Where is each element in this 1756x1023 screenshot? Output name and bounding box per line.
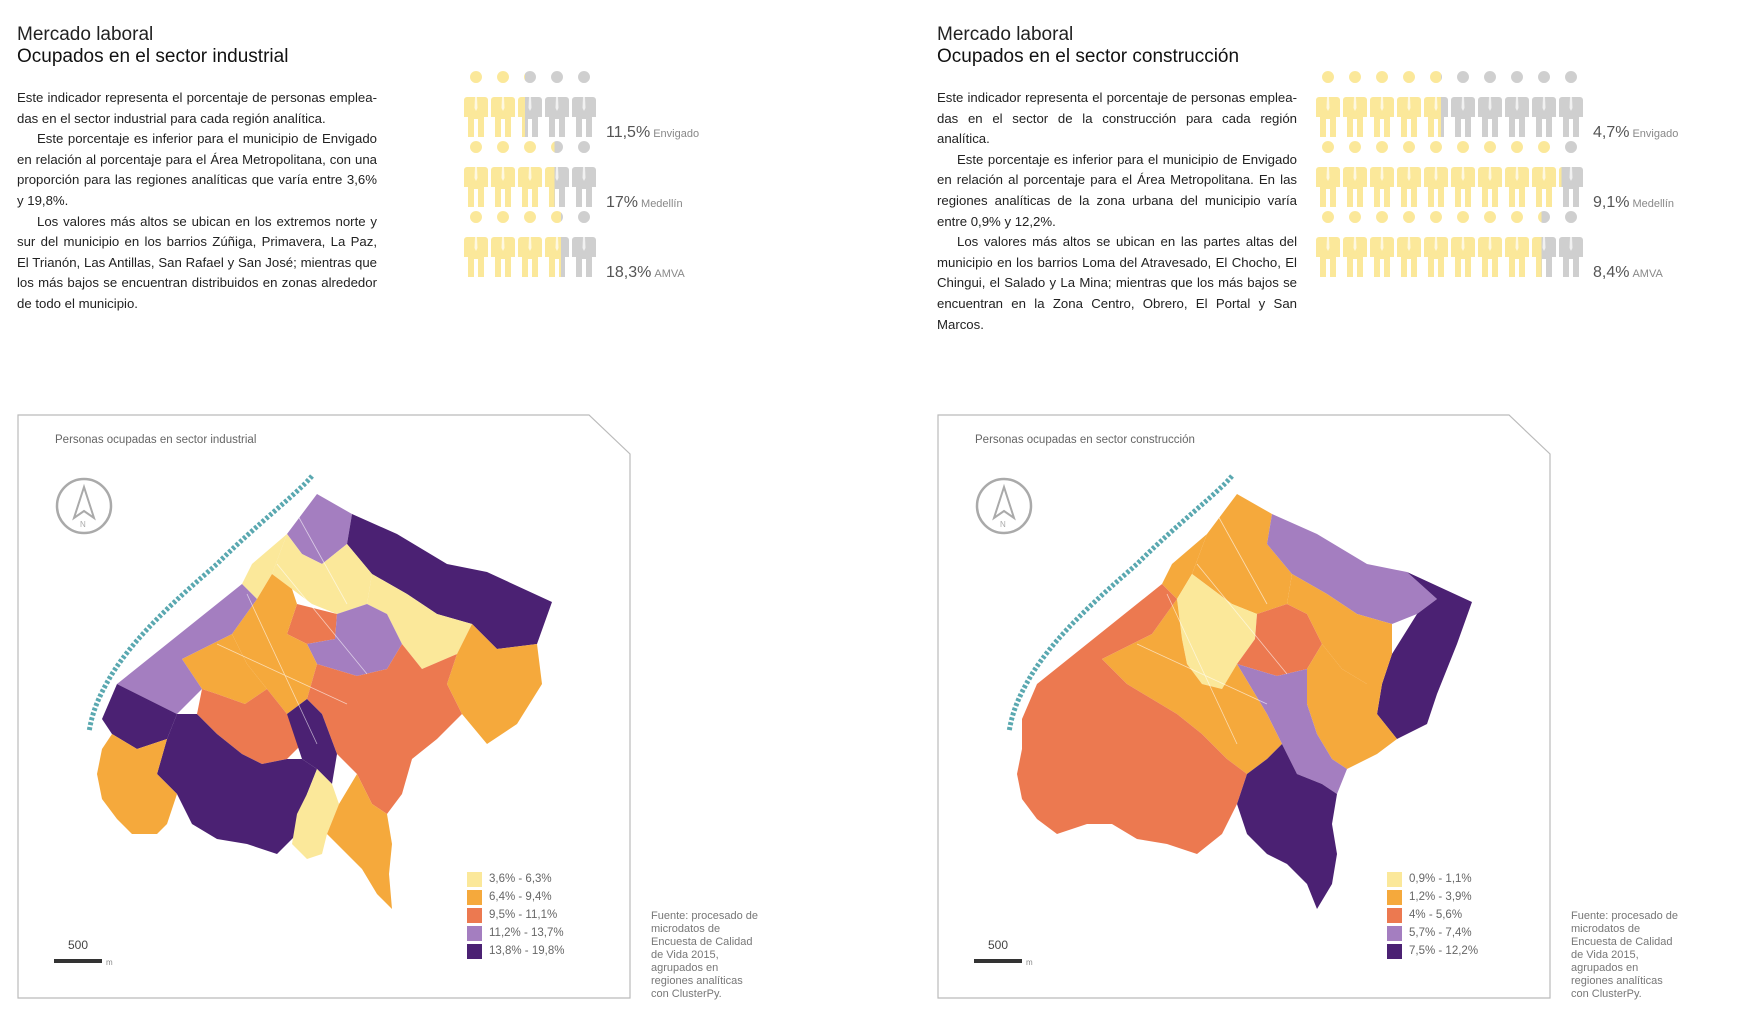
legend-item (1387, 924, 1478, 942)
source-note: Fuente: procesado de microdatos de Encuesta de Calidad de Vida 2015, agrupados en regiones analíticas con ClusterPy. (1571, 910, 1679, 1000)
indicator-value: 11,5% Envigado (606, 124, 700, 141)
person-icon (1423, 152, 1449, 208)
svg-text:N: N (80, 520, 86, 529)
indicator-row-medellin (463, 152, 683, 211)
indicator-value: 17% Medellín (606, 194, 683, 211)
person-icon (1342, 82, 1368, 138)
person-icon (1369, 222, 1395, 278)
person-icon (1396, 222, 1422, 278)
legend-item (467, 888, 564, 906)
section-supertitle: Mercado laboral (937, 24, 1074, 45)
person-icon (1369, 152, 1395, 208)
person-icons (1315, 82, 1585, 138)
person-icons (463, 152, 598, 208)
legend-swatch (467, 872, 482, 887)
person-icon (1504, 82, 1530, 138)
person-icon (463, 152, 489, 208)
person-icon (1477, 222, 1503, 278)
person-icons (463, 82, 598, 138)
legend-label: 13,8% - 19,8% (489, 945, 565, 957)
indicator-row-amva (463, 222, 685, 281)
person-icon (1450, 152, 1476, 208)
person-icon (1531, 222, 1557, 278)
paragraph: Este indicador representa el porcentaje de personas emplea-das en el sector industrial para cada región analítica. (17, 90, 377, 126)
legend-item (467, 906, 564, 924)
person-icon (1396, 82, 1422, 138)
legend-swatch (467, 926, 482, 941)
person-icon (490, 82, 516, 138)
person-icon (571, 82, 597, 138)
person-icons (1315, 152, 1585, 208)
person-icon (1558, 152, 1584, 208)
person-icons (463, 222, 598, 278)
person-icon (1369, 82, 1395, 138)
legend-label: 5,7% - 7,4% (1409, 927, 1472, 939)
indicator-value: 9,1% Medellín (1593, 194, 1675, 211)
person-icon (1477, 82, 1503, 138)
legend-swatch (1387, 926, 1402, 941)
person-icon (490, 222, 516, 278)
legend-item (467, 924, 564, 942)
legend-swatch (467, 908, 482, 923)
person-icon (544, 82, 570, 138)
paragraph: Los valores más altos se ubican en las partes altas del municipio en los barrios Loma del Atravesado, El Chocho, El Chingui, el Salado y La Mina; mientras que los más bajos se encuentran en la Zona Centro, Obrero, El Portal y San Marcos. (937, 234, 1297, 332)
person-icon (517, 82, 543, 138)
legend-item (467, 942, 564, 960)
legend-label: 7,5% - 12,2% (1409, 945, 1479, 957)
person-icons (1315, 222, 1585, 278)
person-icon (571, 222, 597, 278)
indicator-row-amva (1315, 222, 1663, 281)
legend-label: 0,9% - 1,1% (1409, 873, 1472, 885)
person-icon (1531, 82, 1557, 138)
indicator-value: 4,7% Envigado (1593, 124, 1679, 141)
person-icon (1342, 152, 1368, 208)
person-icon (1396, 152, 1422, 208)
source-note: Fuente: procesado de microdatos de Encuesta de Calidad de Vida 2015, agrupados en regiones analíticas con ClusterPy. (651, 910, 759, 1000)
legend-swatch (1387, 908, 1402, 923)
section-supertitle: Mercado laboral (17, 24, 154, 45)
legend-label: 6,4% - 9,4% (489, 891, 552, 903)
person-icon (1315, 152, 1341, 208)
scale-unit: m (1026, 958, 1033, 967)
scale-bar-line (974, 959, 1022, 963)
paragraph: Este porcentaje es inferior para el municipio de Envigado en relación al porcentaje para el Área Metropolitana. En las regiones analíticas de la zona urbana del municipio varía entre 0,9% y 12,2%. (937, 151, 1297, 229)
person-icon (1450, 222, 1476, 278)
person-icon (1477, 152, 1503, 208)
map-title: Personas ocupadas en sector construcción (975, 434, 1195, 446)
person-icon (1423, 222, 1449, 278)
scale-label: 500 (68, 938, 89, 952)
person-icon (1315, 82, 1341, 138)
description-text (17, 88, 377, 315)
scale-bar (54, 938, 113, 970)
person-icon (544, 152, 570, 208)
legend-swatch (1387, 944, 1402, 959)
person-icon (1531, 152, 1557, 208)
person-icon (1315, 222, 1341, 278)
person-icon (1342, 222, 1368, 278)
indicator-value: 18,3% AMVA (606, 264, 685, 281)
person-icon (1423, 82, 1449, 138)
scale-unit: m (106, 958, 113, 967)
legend-swatch (467, 890, 482, 905)
scale-bar (974, 938, 1033, 970)
person-icon (490, 152, 516, 208)
scale-bar-line (54, 959, 102, 963)
legend-item (467, 870, 564, 888)
person-icon (1558, 82, 1584, 138)
description-text (937, 88, 1297, 335)
legend-swatch (1387, 872, 1402, 887)
legend-label: 3,6% - 6,3% (489, 873, 552, 885)
legend-item (1387, 942, 1478, 960)
person-icon (1504, 222, 1530, 278)
paragraph: Este indicador representa el porcentaje de personas emplea-das en el sector de la construcción para cada región analítica. (937, 90, 1297, 147)
person-icon (544, 222, 570, 278)
person-icon (463, 82, 489, 138)
map-legend (1387, 870, 1478, 960)
indicator-row-medellin (1315, 152, 1675, 211)
section-title: Ocupados en el sector construcción (937, 46, 1240, 67)
scale-label: 500 (988, 938, 1009, 952)
paragraph: Los valores más altos se ubican en los extremos norte y sur del municipio en los barrios Zúñiga, Primavera, La Paz, El Trianón, Las Antillas, San Rafael y San José; mientras que los más bajos se encuentran distribuidos en zonas alrededor de todo el municipio. (17, 213, 377, 311)
person-icon (1504, 152, 1530, 208)
person-icon (571, 152, 597, 208)
map-legend (467, 870, 564, 960)
industrial-map (17, 414, 632, 999)
person-icon (1558, 222, 1584, 278)
legend-swatch (467, 944, 482, 959)
indicator-row-envigado (1315, 82, 1679, 141)
legend-swatch (1387, 890, 1402, 905)
indicator-row-envigado (463, 82, 700, 141)
legend-label: 1,2% - 3,9% (1409, 891, 1472, 903)
construction-map (937, 414, 1552, 999)
map-title: Personas ocupadas en sector industrial (55, 434, 257, 446)
legend-label: 9,5% - 11,1% (489, 909, 558, 921)
section-title: Ocupados en el sector industrial (17, 46, 289, 67)
svg-text:N: N (1000, 520, 1006, 529)
legend-item (1387, 906, 1478, 924)
legend-item (1387, 888, 1478, 906)
indicator-value: 8,4% AMVA (1593, 264, 1663, 281)
construction-panel (920, 0, 1756, 1023)
legend-item (1387, 870, 1478, 888)
legend-label: 11,2% - 13,7% (489, 927, 564, 939)
paragraph: Este porcentaje es inferior para el municipio de Envigado en relación al porcentaje para el Área Metropolitana, con una proporción para las regiones analíticas que varía entre 3,6% y 19,8%. (17, 131, 377, 208)
legend-label: 4% - 5,6% (1409, 909, 1463, 921)
person-icon (517, 152, 543, 208)
person-icon (463, 222, 489, 278)
person-icon (517, 222, 543, 278)
person-icon (1450, 82, 1476, 138)
industrial-panel (0, 0, 836, 1023)
